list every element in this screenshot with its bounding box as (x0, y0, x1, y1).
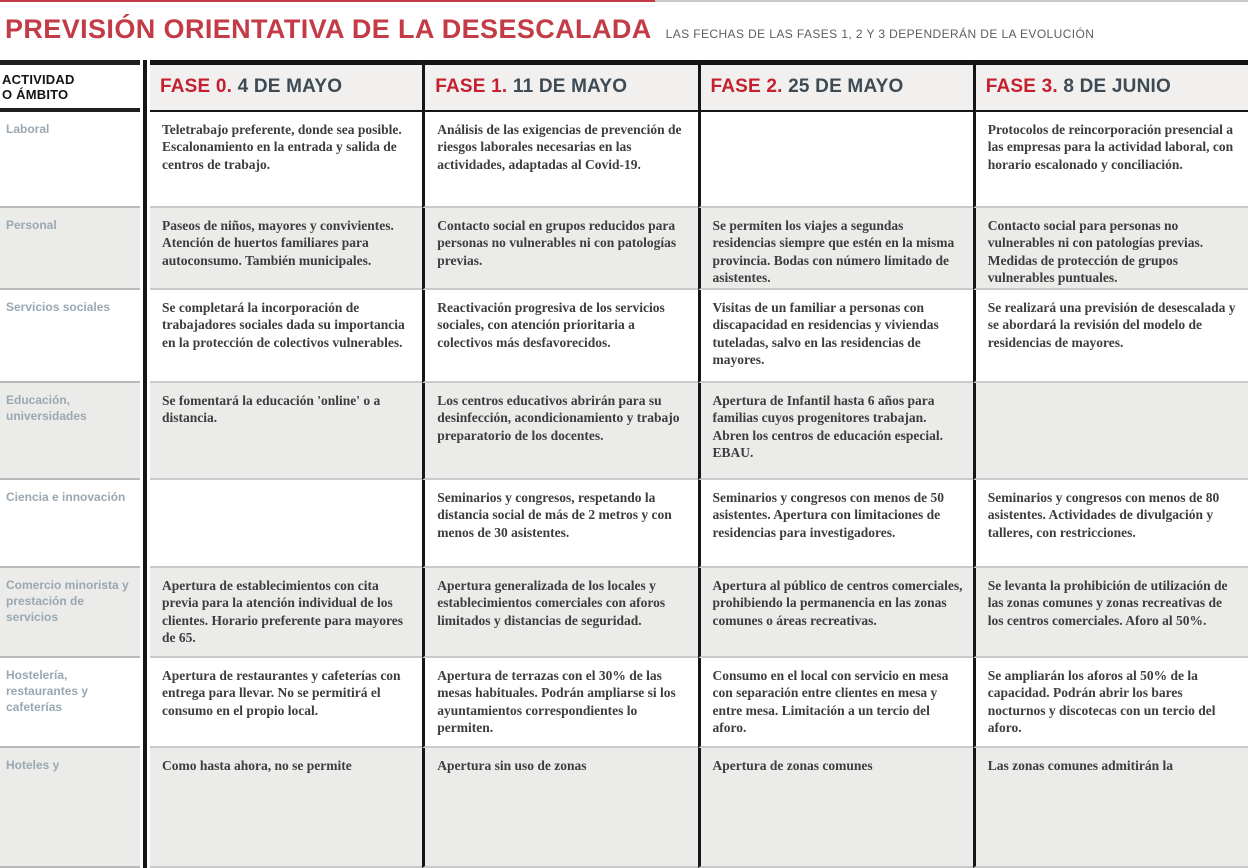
fase-date: 25 DE MAYO (788, 76, 904, 97)
column-header-fase-2 (698, 60, 973, 112)
table-cell: Apertura de terrazas con el 30% de las mesas habituales. Podrán ampliarse si los ayuntamientos correspondientes lo permiten. (422, 658, 697, 748)
table-cell: Los centros educativos abrirán para su desinfección, acondicionamiento y trabajo preparatorio de los docentes. (422, 383, 697, 480)
table-cell: Se ampliarán los aforos al 50% de la capacidad. Podrán abrir los bares nocturnos y discotecas con un tercio del aforo. (973, 658, 1248, 748)
table-row-comercio-minorista (0, 568, 1248, 658)
table-row-personal (0, 208, 1248, 290)
table-cell: Apertura sin uso de zonas (422, 748, 697, 868)
row-label: Personal (0, 208, 140, 290)
table-row-educacion-universidades (0, 383, 1248, 480)
table-cell (150, 480, 422, 568)
column-header-fase-0 (150, 60, 422, 112)
row-label: Educación, universidades (0, 383, 140, 480)
table-cell: Análisis de las exigencias de prevención de riesgos laborales necesarias en las actividades, adaptadas al Covid-19. (422, 112, 697, 208)
table-cell: Apertura de establecimientos con cita previa para la atención individual de los clientes. Horario preferente para mayores de 65. (150, 568, 422, 658)
fase-label: FASE 3. (985, 76, 1058, 97)
table-row-ciencia-innovacion (0, 480, 1248, 568)
table-cell: Se completará la incorporación de trabajadores sociales dada su importancia en la protección de colectivos vulnerables. (150, 290, 422, 383)
table-cell: Seminarios y congresos, respetando la distancia social de más de 2 metros y con menos de 30 asistentes. (422, 480, 697, 568)
row-label: Comercio minorista y prestación de servicios (0, 568, 140, 658)
table-cell: Reactivación progresiva de los servicios sociales, con atención prioritaria a colectivos más desfavorecidos. (422, 290, 697, 383)
table-cell (973, 383, 1248, 480)
row-label: Laboral (0, 112, 140, 208)
deescalation-table (0, 60, 1248, 868)
table-cell: Se permiten los viajes a segundas residencias siempre que estén en la misma provincia. Bodas con número limitado de asistentes. (698, 208, 973, 290)
table-cell: Visitas de un familiar a personas con discapacidad en residencias y viviendas tuteladas, salvo en las residencias de mayores. (698, 290, 973, 383)
table-cell: Seminarios y congresos con menos de 80 asistentes. Actividades de divulgación y talleres, con restricciones. (973, 480, 1248, 568)
fase-label: FASE 2. (710, 76, 783, 97)
column-header-fase-3 (973, 60, 1248, 112)
page-title: PREVISIÓN ORIENTATIVA DE LA DESESCALADA (5, 14, 652, 44)
fase-date: 11 DE MAYO (512, 76, 628, 97)
row-label: Hoteles y (0, 748, 140, 868)
table-cell: Consumo en el local con servicio en mesa con separación entre clientes en mesa y entre mesa. Limitación a un tercio del aforo. (698, 658, 973, 748)
corner-header-line2: O ÁMBITO (2, 87, 69, 103)
corner-header-actividad-o-ambito (0, 60, 140, 112)
table-cell: Se levanta la prohibición de utilización de las zonas comunes y zonas recreativas de los centros comerciales. Aforo al 50%. (973, 568, 1248, 658)
table-cell: Seminarios y congresos con menos de 50 asistentes. Apertura con limitaciones de residencias para investigadores. (698, 480, 973, 568)
table-cell: Apertura al público de centros comerciales, prohibiendo la permanencia en las zonas comunes o áreas recreativas. (698, 568, 973, 658)
table-cell: Como hasta ahora, no se permite (150, 748, 422, 868)
fase-label: FASE 0. (160, 76, 233, 97)
table-cell: Protocolos de reincorporación presencial a las empresas para la actividad laboral, con horario escalonado y conciliación. (973, 112, 1248, 208)
table-cell: Se fomentará la educación 'online' o a distancia. (150, 383, 422, 480)
table-cell (698, 112, 973, 208)
fase-date: 4 DE MAYO (237, 76, 343, 97)
table-cell: Apertura de Infantil hasta 6 años para familias cuyos progenitores trabajan. Abren los centros de educación especial. EBAU. (698, 383, 973, 480)
table-row-hoteles (0, 748, 1248, 868)
row-label: Ciencia e innovación (0, 480, 140, 568)
table-cell: Se realizará una previsión de desescalada y se abordará la revisión del modelo de residencias de mayores. (973, 290, 1248, 383)
page-subtitle: LAS FECHAS DE LAS FASES 1, 2 Y 3 DEPENDERÁN DE LA EVOLUCIÓN (665, 27, 1095, 41)
masthead (0, 2, 1248, 60)
table-cell: Paseos de niños, mayores y convivientes. Atención de huertos familiares para autoconsumo. También municipales. (150, 208, 422, 290)
table-cell: Teletrabajo preferente, donde sea posible. Escalonamiento en la entrada y salida de centros de trabajo. (150, 112, 422, 208)
table-cell: Apertura de restaurantes y cafeterías con entrega para llevar. No se permitirá el consumo en el propio local. (150, 658, 422, 748)
fase-date: 8 DE JUNIO (1063, 76, 1171, 97)
row-label: Servicios sociales (0, 290, 140, 383)
table-cell: Contacto social para personas no vulnerables ni con patologías previas. Medidas de protección de grupos vulnerables puntuales. (973, 208, 1248, 290)
table-cell: Apertura generalizada de los locales y establecimientos comerciales con aforos limitados y distancias de seguridad. (422, 568, 697, 658)
table-row-servicios-sociales (0, 290, 1248, 383)
table-row-laboral (0, 112, 1248, 208)
fase-label: FASE 1. (435, 76, 508, 97)
table-cell: Las zonas comunes admitirán la (973, 748, 1248, 868)
corner-header-line1: ACTIVIDAD (2, 72, 75, 87)
table-row-hosteleria (0, 658, 1248, 748)
column-header-fase-1 (422, 60, 697, 112)
table-cell: Apertura de zonas comunes (698, 748, 973, 868)
table-cell: Contacto social en grupos reducidos para personas no vulnerables ni con patologías previas. (422, 208, 697, 290)
row-label: Hostelería, restaurantes y cafeterías (0, 658, 140, 748)
table-header-row (0, 60, 1248, 112)
